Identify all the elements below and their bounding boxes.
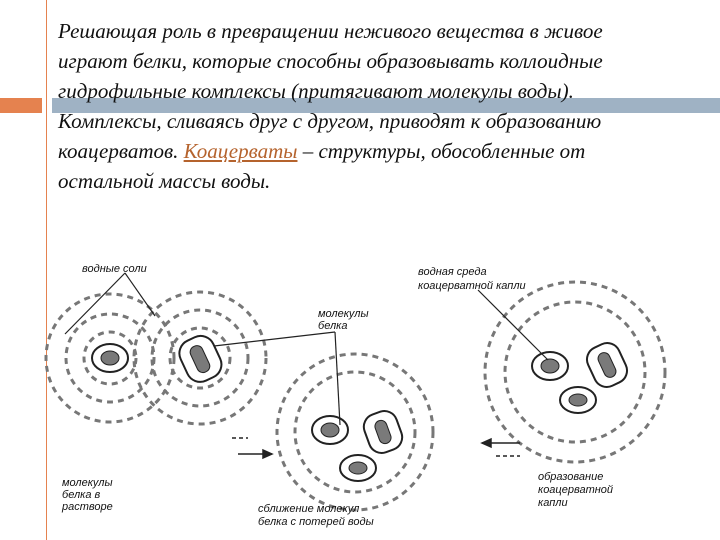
label-formation-3: капли <box>538 497 568 509</box>
label-in-solution-3: растворе <box>62 501 113 513</box>
label-formation-2: коацерватной <box>538 484 614 496</box>
label-water-salts: водные соли <box>82 263 147 275</box>
label-water-medium-1: водная среда <box>418 266 487 278</box>
label-in-solution-1: молекулы <box>62 477 113 489</box>
label-approach-2: белка с потерей воды <box>258 516 374 528</box>
label-in-solution-2: белка в <box>62 489 101 501</box>
label-formation-1: образование <box>538 471 604 483</box>
paragraph-text-1: Решающая роль в превращении неживого вещества в живое играют белки, которые способны образовывать коллоидные гидрофильные комплексы (притягивают молекулы воды). Комплексы, сливаясь друг с другом, приводят к образованию коацерватов. <box>58 19 603 163</box>
label-protein-molecules-2: белка <box>318 320 348 332</box>
label-water-medium-2: коацерватной капли <box>418 280 526 292</box>
paragraph-text-2: – структуры, обособленные от остальной массы воды. <box>58 139 586 193</box>
label-approach-1: сближение молекул <box>258 503 360 515</box>
label-protein-molecules-1: молекулы <box>318 308 369 320</box>
coacervates-link[interactable]: Коацерваты <box>183 139 298 163</box>
